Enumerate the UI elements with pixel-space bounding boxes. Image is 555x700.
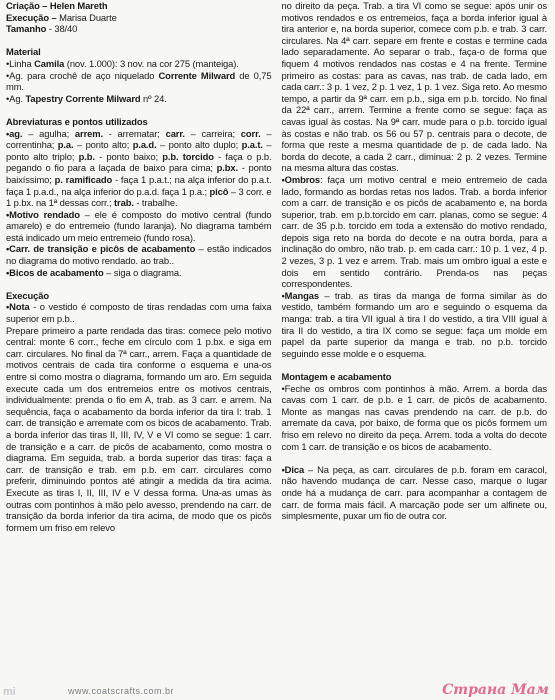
note-label: •Nota [6, 301, 30, 313]
material-item-thread [6, 58, 272, 70]
abbr-def: – agulha; [22, 127, 75, 139]
abbr-term: •ag. [6, 127, 23, 139]
abbr-term: •Carr. de transição e picôs de acabamento [6, 243, 196, 255]
abbr-def: – carreira; [184, 127, 241, 139]
section-text: – Na peça, as carr. circulares de p.b. foram em caracol, não havendo mudança de carr. Nesse caso, marque o lugar onde há a mudança de carr. para acompanhar a contagem de carr. de forma mais fácil. A marcação pode ser um alfinete ou, simplesmente, puxar um fio de outra cor. [281, 463, 547, 522]
abbr-term: p.a.t. [241, 139, 263, 151]
material-item-hook [6, 70, 272, 93]
abbr-term: arrem. [74, 127, 103, 139]
abbr-def: – ponto alto triplo; [6, 139, 272, 162]
abbr-def: – 3 corr. e 1 p.bx. na 1ª dessas corr.; [6, 185, 272, 209]
abbr-def: – estão indicados no diagrama do motivo rendado. ao trab.. [6, 243, 272, 267]
credit-sep: – [39, 0, 50, 11]
abbr-transition-row [6, 243, 272, 266]
abbr-def: - ponto baixíssimo; [6, 162, 272, 185]
abbr-def: - arrematar; [103, 127, 166, 139]
text-run-bold: Tapestry Corrente Milward [25, 92, 141, 104]
text-run: nº 24. [140, 92, 167, 104]
credit-value: Marisa Duarte [59, 11, 117, 23]
tip-paragraph [282, 464, 548, 522]
abbr-lace-motif [6, 209, 272, 244]
credit-sep: – [48, 11, 60, 23]
section-label: •Mangas [281, 289, 319, 301]
text-run: •Linha [6, 57, 35, 69]
abbr-term: p.bx. [216, 162, 239, 174]
text-run: (nov. 1.000): 3 nov. na cor 275 (manteiga). [64, 57, 239, 69]
text-run: •Ag. [6, 92, 26, 104]
note-text: - o vestido é composto de tiras rendadas com uma faixa superior em p.b.. [6, 301, 272, 325]
execution-continued: no direito da peça. Trab. a tira VI como se segue: após unir os motivos rendados e os entremeios, faça a borda inferior igual à tira anterior e, na borda superior, comece com p.b. e trab. 3 carr. circulares. Na 4ª carr. separe em frente e costas e termine cada lado separadamente. Ao separar o trab., faça-o de forma que fiquem 4 motivos rendados nas costas e 4 na frente. Termine primeiro as costas: para as cavas, nas trab. de cada lado, em cada carr.: 3 p. 1 vez, 2 p. 1 vez, 1 p. 1 vez. Siga reto. Ao mesmo tempo, a partir da 9ª carr. em p.b., siga em p.b. torcido. No final da 22ª carr., arrem. Termine a frente como se segue: faça as cavas igual às costas. Na 9ª carr. mude para o p.b. torcido igual às costas e não trab. os 56 ou 57 p. centrais para o decote, de forma que reste a mesma quantidade de p. de cada lado. Na borda do decote, a cada 2 carr., diminua: 2 p. 2 vezes. Termine na mesma altura das costas. [281, 0, 547, 174]
credit-value: 38/40 [54, 23, 78, 35]
sleeves-paragraph [282, 290, 548, 360]
section-label: •Dica [281, 463, 305, 475]
abbr-term: p.b. torcido [162, 150, 214, 162]
assembly-paragraph: •Feche os ombros com pontinhos à mão. Arrem. a borda das cavas com 1 carr. de p.b. e 1 carr. de picôs de acabamento. Monte as mangas nas cavas prendendo na carr. de p.b. do arremate da cava, por baixo, de forma que os picôs formem um friso em relevo no direito da peça. Arrem. toda a volta do decote com 1 carr. de transição e os bicos de acabamento. [281, 382, 547, 452]
execution-body: Prepare primeiro a parte rendada das tiras: comece pelo motivo central: monte 6 corr., feche em círculo com 1 p.bx. e siga em carr. circulares. No final da 7ª carr., arrem. Faça a quantidade de motivos centrais de cada tira conforme o esquema e una-os entre si como mostra o diagrama, formando um aro. Em seguida execute cada um dos entremeios entre os motivos centrais, individualmente: prenda o fio em A, trab. as 3 carr. e arrem. Na sequência, faça o acabamento da borda inferior da tira I: trab. 1 carr. de transição e arremate com os bicos de acabamento. Trab. a borda inferior das tiras II, III, IV, V e VI como se segue: 1 carr. de transição e a carr. de picôs de acabamento, como mostra o diagrama. Em seguida, trab. a borda superior das tiras: faça a carr. de transição e trab. em p.b. em carr. circulares como preferir, diminuindo pontos até atingir a medida da tira acima. Execute as tiras I, II, III, IV e V dessa forma. Una-as umas às outras com pontinhos à mão pelo avesso, prendendo na carr. de transição da borda inferior da tira acima, de modo que os picôs formem um friso em relevo [6, 324, 272, 533]
text-run: de 0,75 mm. [6, 69, 272, 93]
abbr-term: p.a.d. [132, 139, 157, 151]
abbreviations-heading: Abreviaturas e pontos utilizados [6, 115, 148, 127]
abbreviations-list [6, 128, 272, 209]
text-run: •Ag. para crochê de aço niquelado [6, 69, 159, 81]
abbr-finishing-points [6, 267, 272, 279]
material-heading: Material [6, 46, 41, 58]
abbr-term: carr. [165, 127, 185, 139]
left-column [6, 0, 272, 700]
text-run-bold: Corrente Milward [158, 69, 236, 81]
abbr-term: trab. [114, 197, 134, 209]
credit-creation [6, 0, 272, 12]
abbr-def: - trabalhe. [133, 197, 178, 209]
section-label: •Ombros [281, 173, 321, 185]
abbr-def: - faça o p.b. pegando o fio para a laçada de baixo para cima; [6, 150, 272, 174]
abbr-term: corr. [240, 127, 261, 139]
abbr-term: •Motivo rendado [6, 208, 80, 220]
abbr-def: – siga o diagrama. [103, 266, 182, 278]
footer-url[interactable]: www.coatscrafts.com.br [68, 686, 175, 696]
abbr-term: p.a. [57, 139, 74, 151]
credit-label: Criação [6, 0, 40, 11]
section-text: – trab. as tiras da manga de forma similar às do vestido, também formando um aro e seguindo o esquema da manga: trab. a tira VII igual à tira I do vestido, a tira VIII igual à tira II do vestido, a tira IX como se segue: faça um molde em papel da parte superior da manga e trab. no p.b. torcido seguindo esse molde e o esquema. [281, 289, 547, 359]
text-run-bold: Camila [34, 57, 65, 69]
abbr-term: picô [209, 185, 229, 197]
abbr-term: •Bicos de acabamento [6, 266, 104, 278]
right-column [282, 0, 548, 700]
abbr-def: - faça 1 p.a.t.; na alça inferior do p.a.t. faça 1 p.a.d., na alça inferior do p.a.d. faça 1 p.a.; [6, 173, 272, 197]
assembly-heading: Montagem e acabamento [281, 371, 392, 382]
abbr-def: – ponto alto; [73, 139, 133, 151]
abbr-def: – ponto alto duplo; [156, 139, 242, 151]
credit-label: Execução [6, 11, 49, 23]
shoulders-paragraph [282, 174, 548, 290]
execution-note [6, 301, 272, 324]
execution-heading: Execução [6, 289, 49, 301]
abbr-term: p. ramificado [54, 173, 113, 185]
credit-value: Helen Mareth [49, 0, 108, 11]
credit-execution [6, 12, 272, 24]
abbr-def: – correntinha; [6, 127, 272, 151]
material-item-needle [6, 93, 272, 105]
abbr-def: – ele é composto do motivo central (fundo amarelo) e do entremeio (fundo laranja). No diagrama também está indicado um meio entremeio (fundo rosa). [6, 208, 272, 243]
section-text: : faça um motivo central e meio entremeio de cada lado, formando as bordas retas nos lados. Trab. a borda inferior com a carr. de transição e os picôs de acabamento e, na borda superior, trab. em p.b.torcido em carr. planas, como se segue: 4 carr. de 35 p.b. torcido em toda a extensão do motivo rendado, depois siga reto na borda do decote e na outra borda, para a inclinação do ombro, não trab. p. em cada carr.: 10 p. 1 vez, 4 p. 2 vezes, 3 p. 1 vez e arrem. Trab. mais um ombro igual a este e dois em sentido contrário. Prenda-os nas peças correspondentes. [281, 173, 547, 290]
credit-sep: - [46, 23, 55, 35]
credit-label: Tamanho [6, 23, 47, 35]
watermark-right: Страна Мам [442, 682, 549, 698]
abbr-def: - ponto baixo; [94, 150, 163, 162]
watermark-left: mi [3, 686, 16, 698]
credit-size [6, 23, 272, 35]
abbr-term: p.b. [78, 150, 95, 162]
